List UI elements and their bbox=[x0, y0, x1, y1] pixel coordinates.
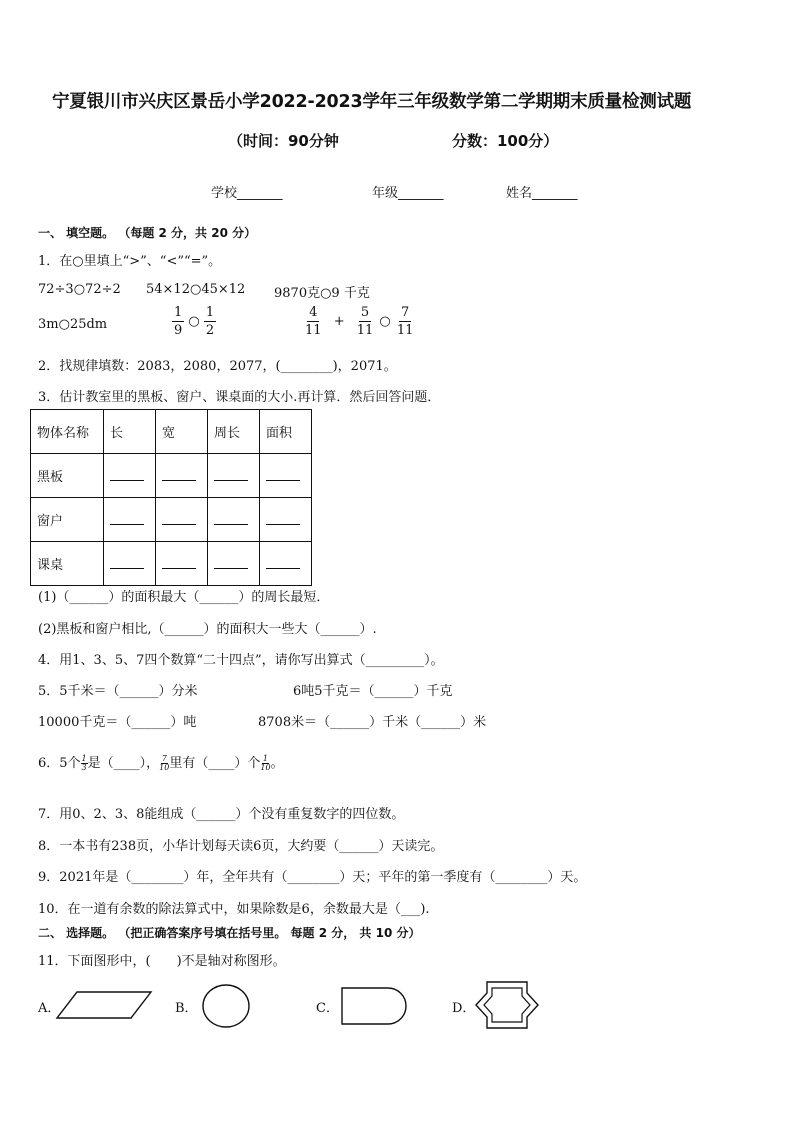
grade-field: 年级_______ bbox=[372, 186, 444, 201]
q5-item-d: 8708米＝（______）千米（______）米 bbox=[258, 715, 487, 730]
denominator: 3 bbox=[81, 763, 87, 772]
row-label: 课桌 bbox=[31, 542, 104, 586]
fraction bbox=[355, 306, 376, 337]
q3-part2: (2)黑板和窗户相比,（______）的面积大一些大（______）. bbox=[38, 622, 377, 637]
q8-text: 8．一本书有238页，小华计划每天读6页，大约要（______）天读完。 bbox=[38, 839, 444, 854]
numerator: 1 bbox=[81, 754, 87, 763]
table-header: 物体名称 bbox=[31, 410, 104, 454]
q10-text: 10．在一道有余数的除法算式中，如果除数是6，余数最大是（___). bbox=[38, 902, 430, 917]
name-field: 姓名_______ bbox=[506, 186, 578, 201]
numerator: 1 bbox=[262, 754, 268, 763]
q1-item-b: 54×12○45×12 bbox=[146, 282, 246, 297]
table-header-row bbox=[31, 410, 312, 454]
q5-item-b: 6吨5千克＝（______）千克 bbox=[293, 684, 453, 699]
option-b-label: B． bbox=[175, 1001, 198, 1016]
denominator: 11 bbox=[305, 323, 322, 338]
option-a-label: A． bbox=[38, 1001, 61, 1016]
section1-heading: 一、 填空题。 （每题 2 分，共 20 分） bbox=[38, 226, 257, 240]
denominator: 11 bbox=[396, 323, 414, 338]
q1-item-e bbox=[172, 306, 216, 337]
blank-cell bbox=[260, 542, 312, 586]
numerator: 7 bbox=[161, 754, 167, 763]
table-row bbox=[31, 454, 312, 498]
fraction bbox=[81, 755, 88, 772]
q1-text: 1．在○里填上“>”、“<”“=”。 bbox=[38, 254, 222, 269]
q6-part: 。 bbox=[270, 756, 284, 771]
table-header: 宽 bbox=[156, 410, 208, 454]
q3-part1: (1)（______）的面积最大（______）的周长最短． bbox=[38, 590, 330, 605]
numerator: 1 bbox=[205, 305, 215, 320]
school-field: 学校_______ bbox=[211, 186, 283, 201]
fraction bbox=[204, 306, 216, 337]
q1-item-c: 9870克○9 千克 bbox=[274, 286, 370, 301]
q5-item-a: 5．5千米＝（______）分米 bbox=[38, 684, 198, 699]
denominator: 10 bbox=[159, 763, 170, 772]
q4-text: 4．用1、3、5、7四个数算“二十四点”，请你写出算式（_________）。 bbox=[38, 653, 444, 668]
numerator: 4 bbox=[309, 305, 318, 320]
blank-cell bbox=[104, 498, 156, 542]
q5-item-c: 10000千克＝（______）吨 bbox=[38, 715, 197, 730]
parallelogram-icon bbox=[55, 990, 153, 1020]
blank-cell bbox=[208, 454, 260, 498]
capsule-icon bbox=[340, 986, 410, 1026]
blank-cell bbox=[260, 454, 312, 498]
blank-cell bbox=[208, 542, 260, 586]
row-label: 窗户 bbox=[31, 498, 104, 542]
compare-circle: ○ bbox=[379, 314, 391, 329]
exam-score: 分数：100分） bbox=[452, 132, 559, 150]
blank-cell bbox=[156, 454, 208, 498]
fraction bbox=[303, 306, 324, 337]
table-header: 面积 bbox=[260, 410, 312, 454]
denominator: 10 bbox=[260, 763, 271, 772]
blank-cell bbox=[260, 498, 312, 542]
fraction bbox=[260, 755, 270, 772]
denominator: 2 bbox=[205, 323, 215, 338]
section2-heading: 二、 选择题。 （把正确答案序号填在括号里。 每题 2 分， 共 10 分） bbox=[38, 926, 421, 940]
table-header: 周长 bbox=[208, 410, 260, 454]
plus-sign: + bbox=[333, 314, 345, 329]
denominator: 11 bbox=[356, 323, 374, 338]
denominator: 9 bbox=[174, 323, 183, 338]
table-row bbox=[31, 542, 312, 586]
q3-text: 3．估计教室里的黑板、窗户、课桌面的大小.再计算．然后回答问题． bbox=[38, 390, 441, 405]
exam-time: （时间：90分钟 bbox=[228, 132, 339, 150]
estimate-table bbox=[30, 409, 312, 586]
numerator: 1 bbox=[174, 305, 183, 320]
fraction bbox=[395, 306, 416, 337]
compare-circle: ○ bbox=[188, 314, 200, 329]
q9-text: 9．2021年是（________）年，全年共有（________）天；平年的第一季度有（________）天。 bbox=[38, 870, 587, 885]
q6-text bbox=[38, 752, 284, 772]
q2-text: 2．找规律填数：2083，2080，2077，(________)，2071。 bbox=[38, 359, 397, 374]
q11-text: 11．下面图形中，( )不是轴对称图形。 bbox=[38, 954, 286, 969]
q1-item-d: 3m○25dm bbox=[38, 317, 108, 332]
q6-part: 里有（____）个 bbox=[169, 756, 261, 771]
blank-cell bbox=[156, 542, 208, 586]
table-row bbox=[31, 498, 312, 542]
page-title: 宁夏银川市兴庆区景岳小学2022-2023学年三年级数学第二学期期末质量检测试题 bbox=[52, 92, 692, 112]
blank-cell bbox=[104, 542, 156, 586]
q6-part: 6．5个 bbox=[38, 756, 81, 771]
fraction bbox=[172, 306, 184, 337]
q1-item-f bbox=[303, 306, 415, 337]
blank-cell bbox=[208, 498, 260, 542]
numerator: 7 bbox=[401, 305, 410, 320]
row-label: 黑板 bbox=[31, 454, 104, 498]
q6-part: 是（____）， bbox=[87, 756, 160, 771]
blank-cell bbox=[104, 454, 156, 498]
q1-item-a: 72÷3○72÷2 bbox=[38, 282, 121, 297]
option-d-label: D． bbox=[452, 1001, 476, 1016]
option-c-label: C． bbox=[316, 1001, 339, 1016]
q7-text: 7．用0、2、3、8能组成（______）个没有重复数字的四位数。 bbox=[38, 807, 405, 822]
table-header: 长 bbox=[104, 410, 156, 454]
fraction bbox=[159, 755, 169, 772]
blank-cell bbox=[156, 498, 208, 542]
cross-arrow-icon bbox=[474, 980, 540, 1030]
circle-icon bbox=[201, 983, 251, 1029]
numerator: 5 bbox=[360, 305, 370, 320]
